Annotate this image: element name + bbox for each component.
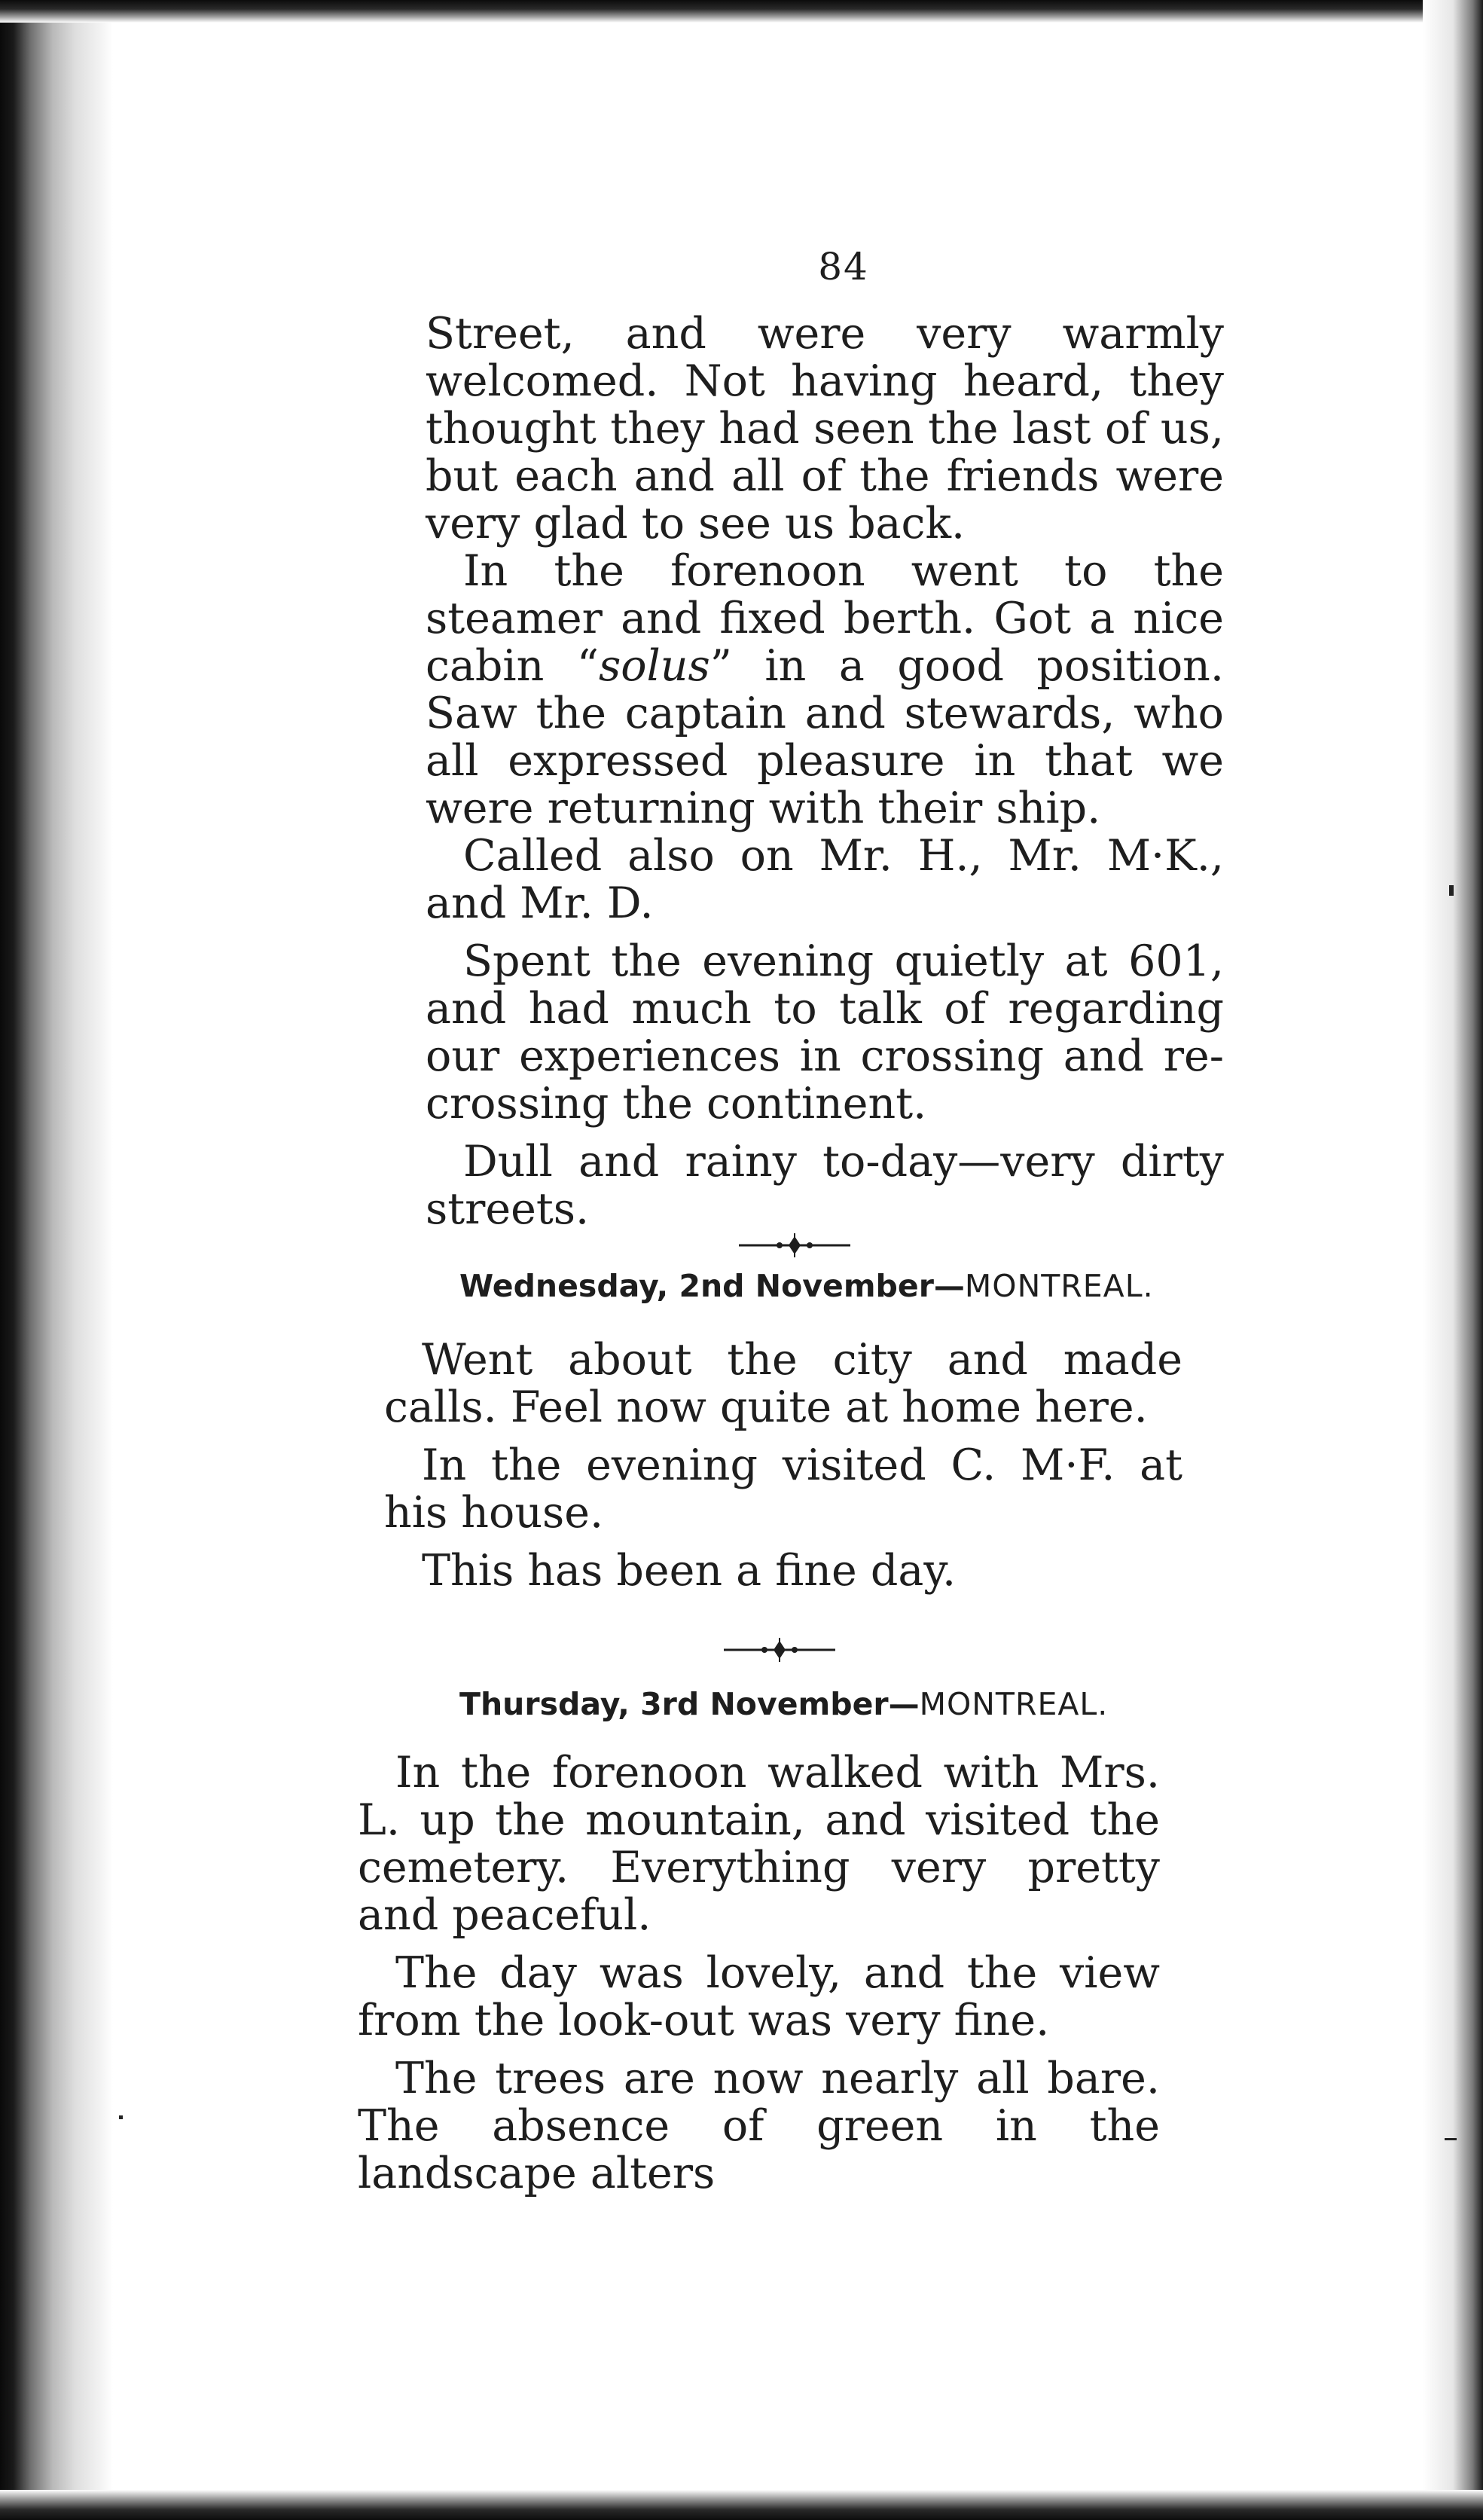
paragraph: Called also on Mr. H., Mr. M·K., and Mr. D. — [426, 831, 1224, 928]
entry-date: Wednesday, 2nd November— — [459, 1268, 965, 1304]
paragraph: Street, and were very warmly welcomed. Not having heard, they thought they had seen the last of us, but each and all of the friends were very glad to see us back. — [426, 309, 1224, 548]
book-spine-shadow — [0, 0, 113, 2520]
entry-heading-thursday — [459, 1686, 1213, 1722]
entry-date: Thursday, 3rd November— — [459, 1686, 920, 1722]
paragraph: In the evening visited C. M·F. at his house. — [384, 1440, 1182, 1538]
page-number: 84 — [818, 245, 869, 289]
entry-wednesday-body — [384, 1336, 1182, 1595]
entry-heading-wednesday — [459, 1268, 1213, 1304]
paragraph: This has been a fine day. — [422, 1546, 957, 1596]
scan-speck — [1445, 2138, 1457, 2140]
paragraph: Spent the evening quietly at 601, and had much to talk of regarding our experiences in crossing and re-crossing the continent. — [426, 936, 1224, 1129]
top-scan-edge — [0, 0, 1483, 23]
ornament-divider-icon — [719, 1636, 840, 1663]
paragraph: The day was lovely, and the view from the look-out was very fine. — [358, 1948, 1160, 2045]
scan-speck — [119, 2115, 123, 2119]
entry-place: MONTREAL. — [964, 1268, 1154, 1304]
paragraph-cabin: In the forenoon went to the steamer and fixed berth. Got a nice cabin “solus” in a good position. Saw the captain and stewards, who all expressed pleasure in that we were returning with their ship. — [426, 546, 1225, 833]
paragraph: In the forenoon walked with Mrs. L. up the mountain, and visited the cemetery. Everything very pretty and peaceful. — [358, 1748, 1160, 1940]
right-scan-edge — [1423, 0, 1483, 2520]
entry-continuation — [426, 310, 1224, 1233]
ornament-divider-icon — [734, 1232, 855, 1259]
bottom-scan-edge — [0, 2490, 1483, 2520]
entry-thursday-body — [358, 1749, 1160, 2198]
scan-speck — [1449, 885, 1454, 896]
paragraph: The trees are now nearly all bare. The absence of green in the landscape alters — [358, 2054, 1160, 2198]
paragraph: Dull and rainy to-day—very dirty streets. — [426, 1137, 1224, 1234]
entry-place: MONTREAL. — [919, 1686, 1109, 1722]
paragraph: Went about the city and made calls. Feel now quite at home here. — [384, 1335, 1182, 1432]
